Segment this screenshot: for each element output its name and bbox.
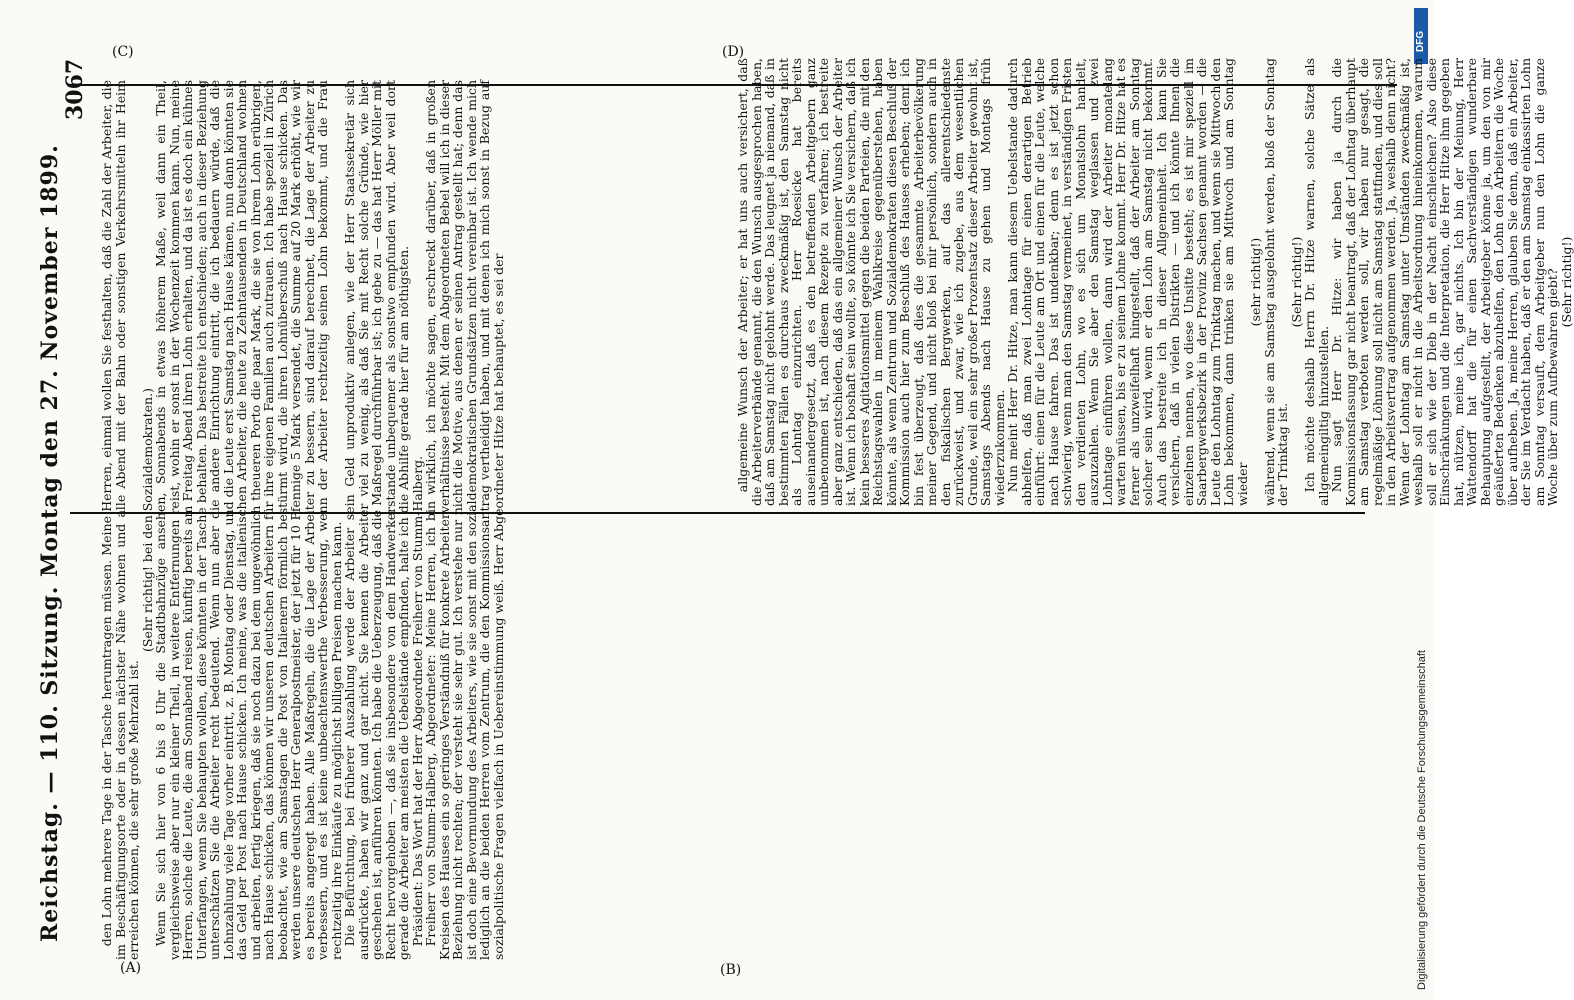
paragraph: Nun sagt Herr Dr. Hitze: wir haben ja durch die Kommissionsfassung gar nicht beantragt, daß der Lohntag überhaupt am Samstag verboten werden soll, wir haben nur gesagt, die regelmäßige Löhnung soll nicht am Samstag stattfinden, und dies soll in den Arbeitsvertrag aufgenommen werden. Ja, weshalb denn nicht? Wenn der Lohntag am Samstag unter Umständen zweckmäßig ist, weshalb soll er nicht in die Arbeitsordnung hineinkommen, warum soll er sich wie der Dieb in der Nacht einschleichen? Also diese Einschränkungen und die Interpretation, die Herr Hitze ihm gegeben hat, nützen, meine ich, gar nichts. Ich bin der Meinung, Herr Wattendorff hat die für einen Sachverständigen wunderbare Behauptung aufgestellt, der Arbeitgeber könne ja, um den von mir geäußerten Bedenken abzuhelfen, den Lohn den Arbeitern die Woche über aufheben. Ja, meine Herren, glauben Sie denn, daß ein Arbeiter, der Sie im Verdacht haben, daß er den am Samstag einkassirten Lohn am Sonntag versauft, dem Arbeitgeber nun den Lohn die ganze Woche über zum Aufbewahren giebt?	[1329, 58, 1560, 506]
right-column-rotated	[735, 58, 1574, 506]
paragraph: während, wenn sie am Samstag ausgelohnt werden, bloß der Sonntag der Trinktag ist.	[1261, 58, 1290, 506]
paragraph: den Lohn mehrere Tage in der Tasche herumtragen müssen. Meine Herren, einmal wollen Sie festhalten, daß die Zahl der Arbeiter, die im Beschäftigungsorte oder in dessen nächster Nähe wohnen und alle Abend mit der Bahn oder sonstigen Verkehrsmitteln ihr Heim erreichen können, die sehr große Mehrzahl ist.	[99, 80, 141, 960]
header-title: Reichstag. — 110. Sitzung. Montag den 27. November 1899.	[37, 144, 63, 942]
dfg-logo	[1414, 8, 1428, 64]
right-column-wrapper	[735, 58, 1574, 506]
margin-mark-c: (C)	[112, 44, 134, 60]
paragraph: Wenn Sie sich hier von 6 bis 8 Uhr die Stadtbahnzüge ansehen, Sonnabends in etwas höherem Maße, weil dann ein Theil, vergleichsweise aber nur ein kleiner Theil, in weitere Entfernungen reist, wohin er sonst in der Wochenzeit kommen kann. Nun, meine Herren, solche die Leute, die am Sonnabend reisen, künftig bereits am Freitag Abend ihren Lohn erhalten, und da ist es doch ein kühnes Unterfangen, wenn Sie behaupten wollen, diese könnten in der Tasche behalten. Das bestreite ich entschieden; auch in dieser Beziehung unterschätzen Sie die Arbeiter recht bedeutend. Wenn nun aber die andere Einrichtung eintritt, die ich bedauern würde, daß die Lohnzahlung viele Tage vorher eintritt, z. B. Montag oder Dienstag, und die Leute erst Samstag nach Hause kämen, nun dann könnten sie das Geld per Post nach Hause schicken. Ich meine, was die italienischen Arbeiter, die heute zu Zehntausenden in Deutschland wohnen und arbeiten, fertig kriegen, daß sie noch dazu bei dem ungewöhnlich theueren Porto die paar Mark, die sie von ihrem Lohn erübrigen, nach Hause schicken, das können wir unseren deutschen Arbeitern für ihre eigenen Familien auch zutrauen. Ich habe speziell in Zürich beobachtet, wie am Samstagen die Post von Italienern förmlich bestürmt wird, die ihren Lohnüberschuß nach Hause schicken. Das werden unsere deutschen Herr Generalpostmeister, der jetzt für 10 Pfennige 5 Mark versendet, die Summe auf 20 Mark erhöht, wie wir es bereits angeregt haben. Alle Maßregeln, die die Lage der Arbeiter zu bessern, sind darauf berechnet, die Lage der Arbeiter zu verbessern, und es ist keine unbeachtenswerthe Verbesserung, wenn der Arbeiter rechtzeitig seinen Lohn bekommt, und die Frau rechtzeitig ihre Einkäufe zu möglichst billigen Preisen machen kann.	[153, 80, 344, 960]
speaker-paragraph: Präsident: Das Wort hat der Herr Abgeordnete Freiherr von Stumm-Halberg.	[409, 455, 425, 947]
right-column-content	[98, 80, 514, 500]
interjection: (Sehr richtig!)	[1558, 236, 1574, 328]
paragraph: Nun meint Herr Dr. Hitze, man kann diesem Uebelstande dadurch abhelfen, daß man zwei Lohntage für einen derartigen Betrieb einführt: einen für die Leute am Ort und einen für die Leute, welche nach Hause fahren. Das ist undenkbar; denn es ist jetzt schon schwierig, wenn man den Samstag vermeinet, in verständigen Fristen den verdienten Lohn, wo es sich um Monatslohn handelt, auszuzahlen. Wenn Sie aber den Samstag weglassen und zwei Lohntage einführen wollen, dann wird der Arbeiter monatelang warten müssen, bis er zu seinem Lohne kommt. Herr Dr. Hitze hat es ferner als unzweifelhaft hingestellt, daß der Arbeiter am Sonntag solcher sein wird, wenn er den Lohn am Samstag nicht bekommt. Auch das bestreite ich in dieser Allgemeinheit. Ich kann Sie versichern, daß in vielen Distrikten — und ich könnte Ihnen die einzelnen nennen, wo diese Unsitte besteht; es ist mir speziell im Saarbergwerksbezirk in der Provinz Sachsen genannt worden — die Leute den Lohntag zum Trinktag machen, und wenn sie Mittwoch den Lohn bekommen, dann trinken sie am Mittwoch und am Sonntag wieder	[1005, 58, 1250, 506]
interjection: (sehr richtig!)	[1248, 237, 1263, 327]
speaker-paragraph: Freiherr von Stumm-Halberg, Abgeordneter: Meine Herren, ich bin wirklich, ich möchte sagen, erschreckt darüber, daß in großen Kreisen des Hauses ein so geringes Verständniß für konkrete Arbeiterverhältnisse besteht. Mit dem Abgeordneten Bebel will ich in dieser Beziehung nicht rechten; der versteht sie sehr gut. Ich verstehe nur nicht die Motive, aus denen er seinen Antrag gestellt hat; denn das ist doch eine Bevormundung des Arbeiters, wie sie sonst mit den sozialdemokratischen Grundsätzen nicht vereinbar ist. Ich wende mich lediglich an die beiden Herren vom Zentrum, die den Kommissionsantrag vertheidigt haben, und mit denen ich mich sonst in Bezug auf sozialpolitische Fragen vielfach in Uebereinstimmung weiß. Herr Abgeordneter Hitze hat behauptet, es sei der	[423, 80, 506, 960]
paragraph: allgemeine Wunsch der Arbeiter; er hat uns auch versichert, daß die Arbeiterverbände genannt, die den Wunsch ausgesprochen haben, daß am Samstag nicht gelohnt werde. Das leugnet ja niemand, daß in bestimmten Fällen es durchaus zweckmäßig ist, den Samstag nicht als Lohntag einzurichten. Herr Roesicke hat bereits auseinandergesetzt, daß es den betreffenden Arbeitgebern ganz unbenommen ist, nach diesem Rezepte zu verfahren; ich bestreite aber ganz entschieden, daß das ein allgemeiner Wunsch der Arbeiter ist. Wenn ich boshaft sein wollte, so könnte ich Sie versichern, daß ich kein besseres Agitationsmittel gegen die beiden Parteien, die mit den Reichstagswahlen in meinem Wahlkreise gegenüberstehen, haben könnte, als wenn Zentrum und Sozialdemokraten diesen Beschluß der Kommission auch hier zum Beschluß des Hauses erheben; denn ich bin fest überzeugt, daß dies die gesammte Arbeiterbevölkerung meiner Gegend, und nicht bloß bei mir persönlich, sondern auch in den fiskalischen Bergwerken, auf das allerentschiedenste zurückweist, und zwar, wie ich zugebe, aus dem wesentlichen Grunde, weil ein sehr großer Prozentsatz dieser Arbeiter gewohnt ist, Samstags Abends nach Hause zu gehen und Montags früh wiederzukommen.	[735, 58, 1007, 506]
margin-mark-b: (B)	[720, 962, 742, 978]
page-header	[30, 2, 70, 942]
page-number: 3067	[62, 58, 88, 120]
dfg-logo-text: DFG	[1415, 30, 1426, 52]
margin-mark-a: (A)	[120, 960, 142, 976]
margin-mark-d: (D)	[722, 44, 745, 60]
paragraph: Ich möchte deshalb Herrn Dr. Hitze warnen, solche Sätze als allgemeingiltig hinzustellen.	[1302, 58, 1331, 506]
paragraph: Die Befürchtung, bei früherer Auszahlung werde der Arbeiter sein Geld unproduktiv anlegen, wie der Herr Staatssekretär sich ausdrückte, haben wir ganz und gar nicht. Sie kennen die Arbeiter viel zu wenig, als daß Sie mit Recht solche Gründe, wie hier geschehen ist, anführen könnten. Ich habe die Ueberzeugung, daß die Maßregel durchführbar ist; ich gebe zu — das hat Herr Möller mit Recht hervorgehoben —, daß sie insbesondere von dem Handwerkerstande unbequemer als sonstwo empfunden wird. Aber weil dort gerade die Arbeiter am meisten die Uebelstände empfinden, halte ich die Abhilfe gerade hier für am nöthigsten.	[342, 80, 411, 960]
interjection: (Sehr richtig!)	[1288, 236, 1304, 328]
digitization-credit: Digitalisierung gefördert durch die Deutsche Forschungsgemeinschaft	[1416, 650, 1428, 990]
interjection: (Sehr richtig! bei den Sozialdemokraten.)	[139, 388, 155, 652]
